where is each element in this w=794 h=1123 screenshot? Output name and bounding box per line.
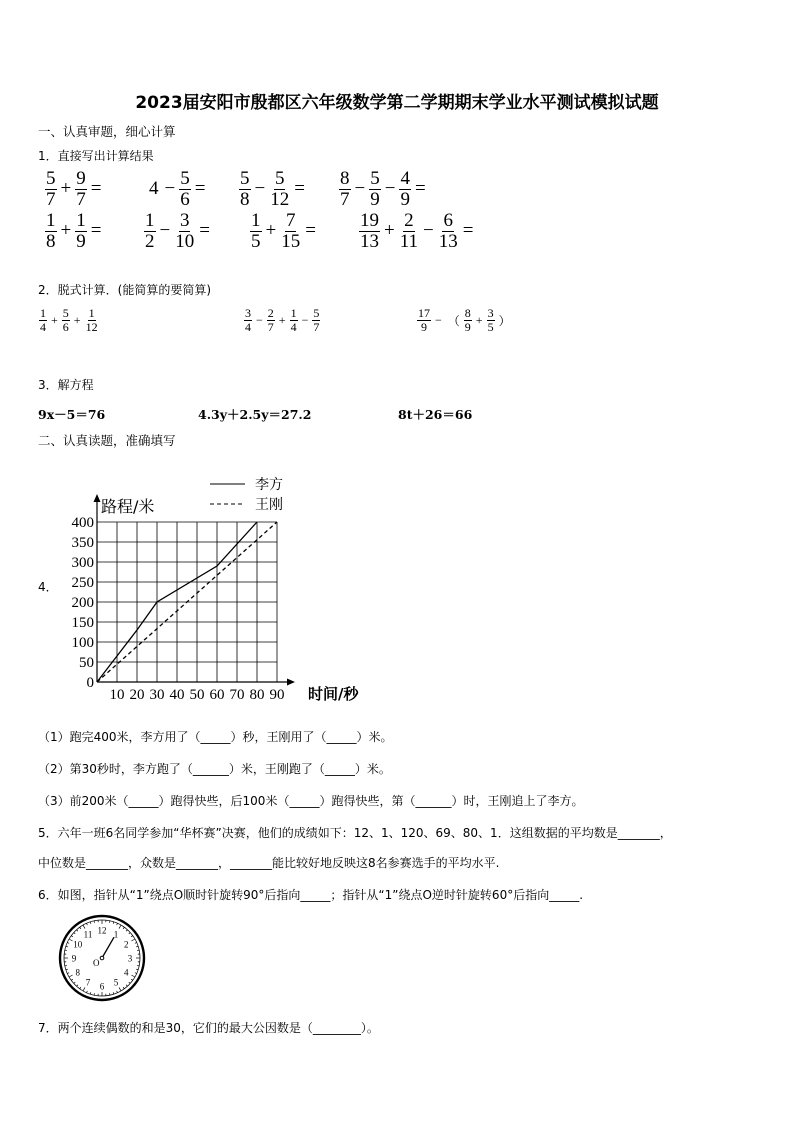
fraction [417,307,431,333]
clock-tick [77,985,78,986]
numerator: 3 [179,210,190,231]
q1-expr-1-4 [338,169,429,210]
clock-tick [119,987,121,990]
operator: = [414,178,426,200]
clock-tick [67,943,69,944]
fraction [144,211,156,252]
denominator: 11 [399,230,419,252]
clock-tick [87,991,88,993]
clock-tick [135,973,137,974]
numerator: 17 [418,306,430,320]
x-tick-label: 20 [129,687,145,703]
denominator: 7 [76,188,86,210]
y-tick-label: 400 [71,515,94,531]
numerator: 4 [400,168,410,189]
numerator: 5 [62,306,69,320]
fraction [75,169,87,210]
fraction [45,211,57,252]
clock-tick [83,987,85,990]
clock-tick [87,923,88,925]
q4-line-3: （3）前200米（_____）跑得快些，后100米（_____）跑得快些，第（______）时，王刚追上了李方。 [38,794,584,808]
q1-label: 1．直接写出计算结果 [38,149,154,163]
y-tick-label: 50 [79,655,94,671]
q6-text: 6．如图，指针从“1”绕点O顺时针旋转90°后指向_____；指针从“1”绕点O逆时针旋转60°后指向_____. [38,888,584,902]
clock-number: 9 [71,953,77,964]
fraction [399,211,419,252]
x-tick-label: 10 [109,687,125,703]
numerator: 1 [88,306,95,320]
operator: + [73,312,81,327]
numerator: 5 [180,168,190,189]
clock-number: 12 [97,925,107,936]
operator: − [435,312,442,327]
numerator: 5 [274,168,285,189]
denominator: 12 [85,319,98,334]
denominator: 4 [245,319,251,334]
numerator: 1 [46,210,56,231]
x-tick-label: 80 [249,687,265,703]
clock-tick [117,923,118,925]
denominator: 12 [270,188,290,210]
q3-equation-3: 8t＋26＝66 [398,407,473,422]
operator: = [462,220,474,242]
operator: − [384,178,396,200]
fraction [399,169,411,210]
clock-tick [119,925,121,928]
x-tick-label: 40 [169,687,185,703]
denominator: 4 [290,319,297,334]
q4-number: 4． [38,580,58,594]
x-tick-label: 70 [229,687,245,703]
clock-number: 4 [123,967,129,978]
clock-tick [113,992,114,994]
numerator: 1 [251,210,261,231]
clock-figure [56,912,148,1004]
numerator: 19 [360,210,379,231]
q3-equation-2: 4.3y＋2.5y＝27.2 [198,407,312,422]
clock-number: 10 [73,939,83,950]
y-tick-label: 300 [71,555,94,571]
operator: + [384,220,395,242]
page-title: 2023届安阳市殷都区六年级数学第二学期期末学业水平测试模拟试题 [135,93,659,113]
q2-expr-1 [38,307,100,333]
clock-tick [123,927,124,929]
numerator: 8 [464,306,471,320]
numerator: 8 [340,168,350,189]
fraction [174,211,195,252]
clock-number: 11 [83,929,93,940]
q1-expr-2-3 [249,211,319,252]
clock-number: 5 [113,977,119,988]
operator: （ [447,313,460,328]
fraction [85,307,99,333]
denominator: 6 [180,188,190,210]
q2-label: 2．脱式计算．(能简算的要简算) [38,283,211,297]
q1-expr-2-4 [358,211,476,252]
clock-tick [131,936,133,937]
fraction [45,169,57,210]
q4-line-2: （2）第30秒时，李方跑了（______）米，王刚跑了（_____）米。 [38,762,391,776]
clock-tick [126,930,127,931]
distance-time-chart [60,466,360,706]
operator: = [305,220,316,242]
clock-tick [129,982,130,983]
fraction [369,169,381,210]
operator: = [90,178,102,200]
operator: = [90,220,102,242]
y-tick-label: 150 [71,615,94,631]
clock-tick [80,927,81,929]
denominator: 8 [240,188,250,210]
numerator: 7 [285,210,296,231]
clock-tick [69,939,72,941]
fraction [75,211,87,252]
numerator: 1 [145,210,155,231]
clock-hand [102,937,114,958]
numerator: 1 [40,306,46,320]
denominator: 7 [313,319,320,334]
clock-tick [80,987,81,989]
denominator: 13 [438,230,458,252]
clock-tick [74,982,75,983]
numerator: 9 [76,168,86,189]
x-tick-label: 50 [189,687,205,703]
fraction [438,211,459,252]
denominator: 9 [464,319,471,334]
clock-tick [71,979,73,980]
clock-tick [113,922,114,924]
denominator: 5 [251,230,261,252]
section-2-heading: 二、认真读题，准确填写 [38,433,176,448]
numerator: 5 [240,168,250,189]
operator: − [423,220,434,242]
clock-tick [131,975,134,977]
numerator: 2 [267,306,274,320]
clock-number: 7 [85,977,91,988]
operator: = [294,178,305,200]
fraction [267,307,275,333]
operator: − [159,220,171,242]
y-axis-arrow [94,494,101,502]
clock-tick [77,930,78,931]
clock-tick [67,973,69,974]
operator: − [354,178,366,200]
clock-tick [117,991,118,993]
operator: + [278,312,286,327]
section-1-heading: 一、认真审题，细心计算 [38,124,176,139]
numerator: 5 [313,306,320,320]
clock-number: 1 [113,929,119,940]
operator: − [256,312,263,327]
numerator: 5 [46,168,56,189]
operator: − [301,312,309,327]
q1-expr-1-1 [44,169,104,210]
fraction [239,169,251,210]
clock-tick [135,943,137,944]
clock-tick [71,936,73,937]
denominator: 7 [267,319,274,334]
fraction [312,307,320,333]
denominator: 8 [46,230,56,252]
operator: + [51,312,58,327]
operator: + [60,220,72,242]
y-axis-label: 路程/米 [101,497,155,516]
y-tick-label: 100 [71,635,94,651]
clock-number: 2 [123,939,129,950]
x-tick-label: 30 [149,687,165,703]
x-axis-label: 时间/秒 [308,685,359,703]
clock-tick [123,987,124,989]
clock-tick [74,933,75,934]
clock-tick [131,939,134,941]
fraction [359,211,380,252]
q1-expr-1-2 [146,169,208,210]
clock-tick [66,969,68,970]
x-tick-label: 90 [269,687,285,703]
q5-line-1: 5．六年一班6名同学参加“华杯赛”决赛，他们的成绩如下：12、1、120、69、80、1．这组数据的平均数是_______， [38,826,672,840]
operator: − [164,178,176,200]
fraction [244,307,252,333]
fraction [464,307,472,333]
q4-line-1: （1）跑完400米，李方用了（_____）秒，王刚用了（_____）米。 [38,730,393,744]
legend-label: 王刚 [255,497,283,513]
denominator: 10 [175,230,195,252]
clock-tick [126,985,127,986]
numerator: 5 [370,168,380,189]
clock-tick [69,975,72,977]
fraction [39,307,47,333]
q2-expr-3 [416,307,514,333]
q1-expr-2-1 [44,211,104,252]
q7-text: 7．两个连续偶数的和是30，它们的最大公因数是（________）。 [38,1021,379,1035]
clock-tick [90,992,91,994]
q3-label: 3．解方程 [38,378,94,392]
numerator: 3 [245,306,251,320]
operator: ） [498,313,511,328]
denominator: 9 [400,188,410,210]
numerator: 1 [290,306,297,320]
q5-line-2: 中位数是_______，众数是_______，_______能比较好地反映这8名参赛选手的平均水平. [38,856,500,870]
numerator: 6 [443,210,453,231]
denominator: 15 [281,230,301,252]
clock-number: 3 [127,953,133,964]
fraction [487,307,495,333]
denominator: 2 [145,230,155,252]
q1-expr-2-2 [143,211,213,252]
q3-equation-1: 9x－5＝76 [38,407,106,422]
operator: 4 [149,178,159,200]
denominator: 9 [421,319,427,334]
operator: + [265,220,277,242]
operator: = [194,178,206,200]
operator: + [60,178,72,200]
legend-label: 李方 [255,477,283,493]
denominator: 5 [487,319,494,334]
y-tick-label: 200 [71,595,94,611]
fraction [179,169,191,210]
clock-tick [131,979,133,980]
denominator: 7 [46,188,56,210]
fraction [290,307,298,333]
numerator: 3 [487,306,494,320]
clock-tick [136,946,138,947]
x-axis-arrow [287,679,295,686]
fraction [339,169,351,210]
denominator: 9 [370,188,380,210]
operator: + [475,312,483,327]
clock-tick [90,922,91,924]
y-tick-label: 250 [71,575,94,591]
clock-tick [136,969,138,970]
clock-pivot [100,956,104,960]
denominator: 9 [76,230,86,252]
clock-tick [66,946,68,947]
fraction [280,211,301,252]
fraction [269,169,290,210]
operator: − [254,178,266,200]
clock-number: 6 [99,981,105,992]
numerator: 2 [404,210,414,231]
clock-tick [83,925,85,928]
denominator: 7 [340,188,350,210]
q2-expr-2 [243,307,321,333]
q1-expr-1-3 [238,169,308,210]
x-tick-label: 60 [209,687,225,703]
fraction [250,211,262,252]
clock-center-label: O [93,958,100,968]
clock-tick [129,933,130,934]
denominator: 6 [62,319,69,334]
fraction [62,307,70,333]
numerator: 1 [76,210,86,231]
operator: = [199,220,210,242]
clock-number: 8 [75,967,81,978]
denominator: 4 [40,319,46,334]
denominator: 13 [360,230,379,252]
y-tick-label: 350 [71,535,94,551]
y-tick-label: 0 [86,675,94,691]
